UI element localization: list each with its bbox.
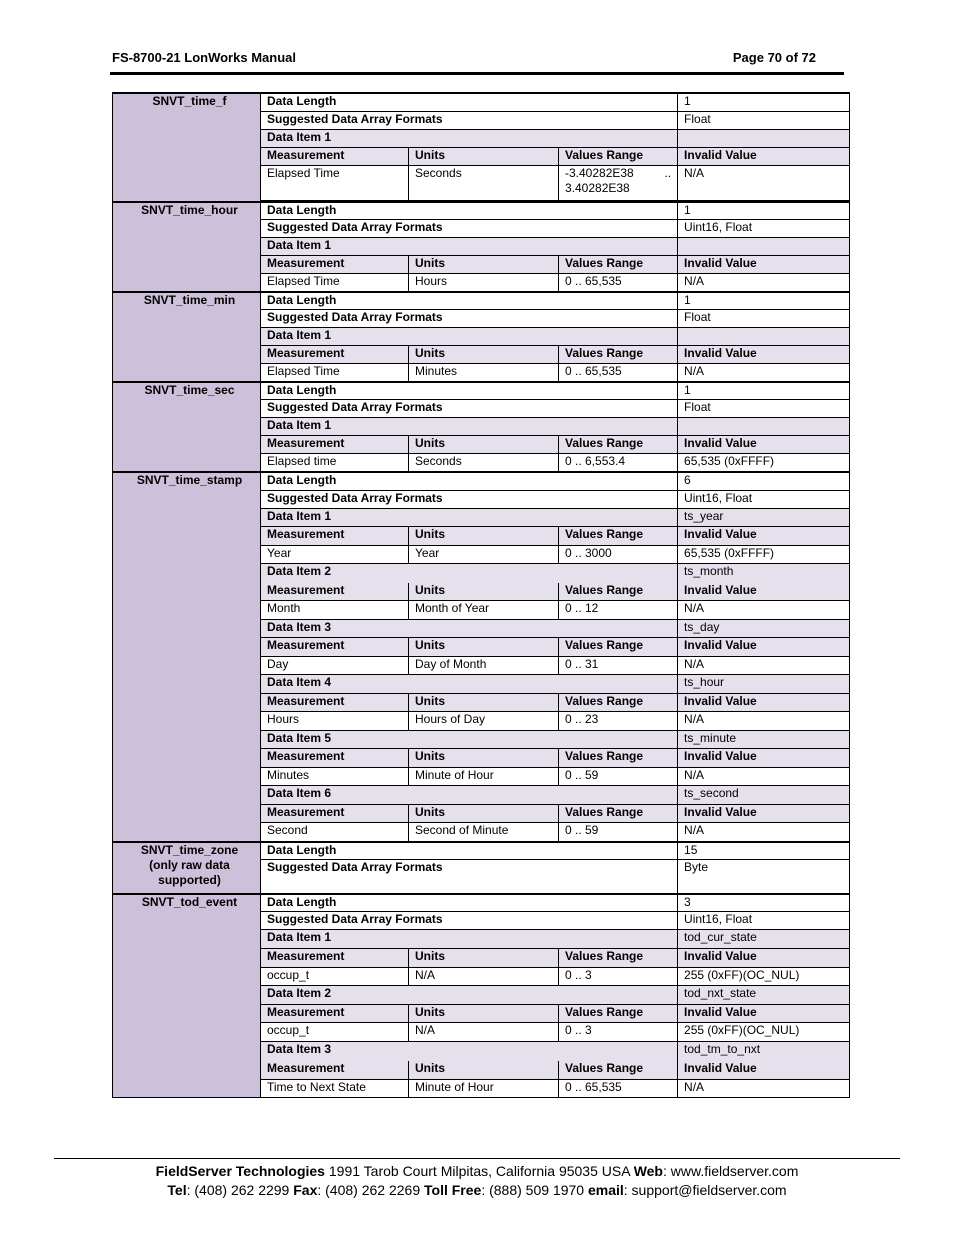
- invalid-header: Invalid Value: [678, 256, 850, 274]
- invalid-value: N/A: [678, 364, 850, 382]
- range-header: Values Range: [559, 527, 678, 546]
- measurement-value: Elapsed Time: [261, 165, 409, 200]
- measurement-value: Hours: [261, 712, 409, 731]
- type-name: [113, 842, 261, 894]
- formats-value: Uint16, Float: [678, 912, 850, 930]
- invalid-value: N/A: [678, 601, 850, 620]
- page-header: [112, 50, 816, 70]
- units-header: Units: [409, 346, 559, 364]
- units-header: Units: [409, 436, 559, 454]
- measurement-value: Elapsed Time: [261, 364, 409, 382]
- range-header: Values Range: [559, 256, 678, 274]
- measurement-header: Measurement: [261, 346, 409, 364]
- range-min: -3.40282E38: [565, 165, 634, 180]
- table-row: [113, 842, 850, 860]
- range-header: Values Range: [559, 147, 678, 165]
- measurement-header: Measurement: [261, 805, 409, 823]
- data-item-label: Data Item 5: [261, 731, 678, 749]
- data-length-label: Data Length: [261, 292, 678, 310]
- data-item-field: tod_cur_state: [678, 930, 850, 949]
- formats-value: Byte: [678, 860, 850, 894]
- invalid-value: 65,535 (0xFFFF): [678, 454, 850, 472]
- range-max: 3.40282E38: [565, 180, 630, 195]
- range-value: 0 .. 65,535: [559, 364, 678, 382]
- type-name: SNVT_time_hour: [113, 202, 261, 292]
- web-address: : www.fieldserver.com: [663, 1163, 799, 1179]
- data-item-field: tod_nxt_state: [678, 986, 850, 1005]
- email-address: : support@fieldserver.com: [623, 1182, 787, 1198]
- data-length-value: 1: [678, 382, 850, 400]
- range-value: 0 .. 59: [559, 768, 678, 786]
- data-length-label: Data Length: [261, 93, 678, 111]
- units-value: Month of Year: [409, 601, 559, 620]
- data-length-value: 1: [678, 202, 850, 220]
- measurement-value: occup_t: [261, 1023, 409, 1042]
- measurement-value: Elapsed Time: [261, 274, 409, 292]
- data-item-field: ts_month: [678, 564, 850, 583]
- units-header: Units: [409, 1005, 559, 1023]
- measurement-value: Elapsed time: [261, 454, 409, 472]
- fax-label: Fax: [293, 1182, 318, 1198]
- range-header: Values Range: [559, 583, 678, 601]
- units-value: Hours: [409, 274, 559, 292]
- tel-label: Tel: [167, 1182, 187, 1198]
- units-header: Units: [409, 256, 559, 274]
- formats-value: Float: [678, 310, 850, 328]
- formats-label: Suggested Data Array Formats: [261, 220, 678, 238]
- formats-label: Suggested Data Array Formats: [261, 912, 678, 930]
- formats-label: Suggested Data Array Formats: [261, 400, 678, 418]
- invalid-value: N/A: [678, 274, 850, 292]
- data-length-value: 3: [678, 894, 850, 912]
- invalid-header: Invalid Value: [678, 436, 850, 454]
- table-row: [113, 472, 850, 491]
- data-item-field: [678, 238, 850, 256]
- units-value: Hours of Day: [409, 712, 559, 731]
- type-name: SNVT_tod_event: [113, 894, 261, 1098]
- range-header: Values Range: [559, 694, 678, 712]
- tel-number: : (408) 262 2299: [186, 1182, 294, 1198]
- range-header: Values Range: [559, 805, 678, 823]
- data-item-field: ts_year: [678, 509, 850, 527]
- data-item-label: Data Item 6: [261, 786, 678, 805]
- invalid-value: N/A: [678, 823, 850, 842]
- measurement-value: Day: [261, 657, 409, 675]
- data-item-field: ts_hour: [678, 675, 850, 694]
- data-length-label: Data Length: [261, 472, 678, 491]
- range-value: 0 .. 59: [559, 823, 678, 842]
- data-item-label: Data Item 1: [261, 930, 678, 949]
- invalid-header: Invalid Value: [678, 1005, 850, 1023]
- page-number: Page 70 of 72: [732, 50, 816, 65]
- email-label: email: [587, 1182, 624, 1198]
- data-item-field: [678, 328, 850, 346]
- range-value: 0 .. 3: [559, 1023, 678, 1042]
- range-value: 0 .. 31: [559, 657, 678, 675]
- invalid-value: N/A: [678, 165, 850, 200]
- data-item-label: Data Item 1: [261, 509, 678, 527]
- company-name: FieldServer Technologies: [155, 1163, 325, 1179]
- range-header: Values Range: [559, 436, 678, 454]
- invalid-value: N/A: [678, 712, 850, 731]
- measurement-header: Measurement: [261, 638, 409, 657]
- data-item-field: ts_minute: [678, 731, 850, 749]
- invalid-header: Invalid Value: [678, 749, 850, 768]
- range-value: 0 .. 23: [559, 712, 678, 731]
- company-address: 1991 Tarob Court Milpitas, California 95035 USA: [324, 1163, 634, 1179]
- fax-number: : (408) 262 2269: [317, 1182, 424, 1198]
- units-value: Minutes: [409, 364, 559, 382]
- type-name-line: supported): [158, 872, 221, 887]
- formats-label: Suggested Data Array Formats: [261, 111, 678, 129]
- type-name: SNVT_time_f: [113, 93, 261, 202]
- formats-label: Suggested Data Array Formats: [261, 310, 678, 328]
- tollfree-label: Toll Free: [424, 1182, 482, 1198]
- invalid-header: Invalid Value: [678, 638, 850, 657]
- measurement-header: Measurement: [261, 436, 409, 454]
- formats-value: Uint16, Float: [678, 491, 850, 509]
- footer-rule: [54, 1158, 900, 1159]
- units-header: Units: [409, 805, 559, 823]
- units-value: Minute of Hour: [409, 768, 559, 786]
- measurement-header: Measurement: [261, 527, 409, 546]
- data-item-label: Data Item 1: [261, 238, 678, 256]
- type-name: SNVT_time_stamp: [113, 472, 261, 842]
- range-value: 0 .. 12: [559, 601, 678, 620]
- units-value: Minute of Hour: [409, 1080, 559, 1098]
- data-length-label: Data Length: [261, 382, 678, 400]
- table-row: [113, 382, 850, 400]
- measurement-header: Measurement: [261, 749, 409, 768]
- units-value: Seconds: [409, 454, 559, 472]
- table-row: [113, 202, 850, 220]
- invalid-value: N/A: [678, 1080, 850, 1098]
- invalid-header: Invalid Value: [678, 949, 850, 968]
- range-value: 0 .. 3000: [559, 546, 678, 564]
- header-rule: [110, 72, 844, 75]
- range-header: Values Range: [559, 638, 678, 657]
- footer-line-1: [0, 1163, 954, 1179]
- measurement-value: occup_t: [261, 968, 409, 986]
- units-header: Units: [409, 527, 559, 546]
- table-row: [113, 292, 850, 310]
- units-value: Second of Minute: [409, 823, 559, 842]
- data-item-field: ts_second: [678, 786, 850, 805]
- data-length-value: 6: [678, 472, 850, 491]
- range-value: 0 .. 65,535: [559, 1080, 678, 1098]
- measurement-header: Measurement: [261, 583, 409, 601]
- measurement-value: Minutes: [261, 768, 409, 786]
- invalid-value: N/A: [678, 657, 850, 675]
- range-value: 0 .. 6,553.4: [559, 454, 678, 472]
- units-header: Units: [409, 749, 559, 768]
- range-header: Values Range: [559, 1061, 678, 1080]
- formats-value: Float: [678, 400, 850, 418]
- measurement-header: Measurement: [261, 1005, 409, 1023]
- data-item-field: [678, 418, 850, 436]
- data-item-label: Data Item 3: [261, 620, 678, 638]
- data-item-label: Data Item 3: [261, 1042, 678, 1061]
- measurement-header: Measurement: [261, 1061, 409, 1080]
- range-header: Values Range: [559, 1005, 678, 1023]
- measurement-header: Measurement: [261, 147, 409, 165]
- range-value: [559, 165, 678, 200]
- footer-line-2: [0, 1182, 954, 1198]
- data-length-label: Data Length: [261, 894, 678, 912]
- invalid-value: N/A: [678, 768, 850, 786]
- type-name-line: (only raw data: [149, 857, 230, 872]
- invalid-header: Invalid Value: [678, 527, 850, 546]
- data-length-label: Data Length: [261, 842, 678, 860]
- data-item-label: Data Item 1: [261, 328, 678, 346]
- units-header: Units: [409, 694, 559, 712]
- invalid-header: Invalid Value: [678, 346, 850, 364]
- formats-label: Suggested Data Array Formats: [261, 491, 678, 509]
- units-header: Units: [409, 638, 559, 657]
- table-row: [113, 894, 850, 912]
- units-value: N/A: [409, 968, 559, 986]
- units-header: Units: [409, 147, 559, 165]
- measurement-value: Month: [261, 601, 409, 620]
- table-row: [113, 93, 850, 111]
- type-name: SNVT_time_sec: [113, 382, 261, 472]
- formats-value: Float: [678, 111, 850, 129]
- units-value: Year: [409, 546, 559, 564]
- data-length-value: 1: [678, 93, 850, 111]
- data-item-field: [678, 129, 850, 147]
- invalid-header: Invalid Value: [678, 1061, 850, 1080]
- measurement-value: Second: [261, 823, 409, 842]
- measurement-header: Measurement: [261, 694, 409, 712]
- data-item-field: tod_tm_to_nxt: [678, 1042, 850, 1061]
- measurement-value: Time to Next State: [261, 1080, 409, 1098]
- units-value: N/A: [409, 1023, 559, 1042]
- units-value: Seconds: [409, 165, 559, 200]
- units-value: Day of Month: [409, 657, 559, 675]
- units-header: Units: [409, 1061, 559, 1080]
- invalid-value: 255 (0xFF)(OC_NUL): [678, 968, 850, 986]
- invalid-header: Invalid Value: [678, 583, 850, 601]
- range-value: 0 .. 3: [559, 968, 678, 986]
- data-item-label: Data Item 1: [261, 129, 678, 147]
- invalid-value: 255 (0xFF)(OC_NUL): [678, 1023, 850, 1042]
- data-item-field: ts_day: [678, 620, 850, 638]
- data-length-label: Data Length: [261, 202, 678, 220]
- type-name-line: SNVT_time_zone: [140, 842, 239, 857]
- range-value: 0 .. 65,535: [559, 274, 678, 292]
- range-header: Values Range: [559, 949, 678, 968]
- invalid-value: 65,535 (0xFFFF): [678, 546, 850, 564]
- units-header: Units: [409, 583, 559, 601]
- invalid-header: Invalid Value: [678, 694, 850, 712]
- document-title: FS-8700-21 LonWorks Manual: [112, 50, 296, 65]
- data-length-value: 1: [678, 292, 850, 310]
- invalid-header: Invalid Value: [678, 805, 850, 823]
- formats-value: Uint16, Float: [678, 220, 850, 238]
- data-item-label: Data Item 1: [261, 418, 678, 436]
- web-label: Web: [633, 1163, 663, 1179]
- measurement-header: Measurement: [261, 949, 409, 968]
- measurement-value: Year: [261, 546, 409, 564]
- data-item-label: Data Item 2: [261, 986, 678, 1005]
- invalid-header: Invalid Value: [678, 147, 850, 165]
- data-item-label: Data Item 2: [261, 564, 678, 583]
- range-header: Values Range: [559, 346, 678, 364]
- tollfree-number: : (888) 509 1970: [481, 1182, 588, 1198]
- type-name: SNVT_time_min: [113, 292, 261, 382]
- units-header: Units: [409, 949, 559, 968]
- data-item-label: Data Item 4: [261, 675, 678, 694]
- formats-label: Suggested Data Array Formats: [261, 860, 678, 894]
- range-separator: ..: [664, 165, 672, 180]
- measurement-header: Measurement: [261, 256, 409, 274]
- snvt-table: [112, 92, 850, 1098]
- data-length-value: 15: [678, 842, 850, 860]
- range-header: Values Range: [559, 749, 678, 768]
